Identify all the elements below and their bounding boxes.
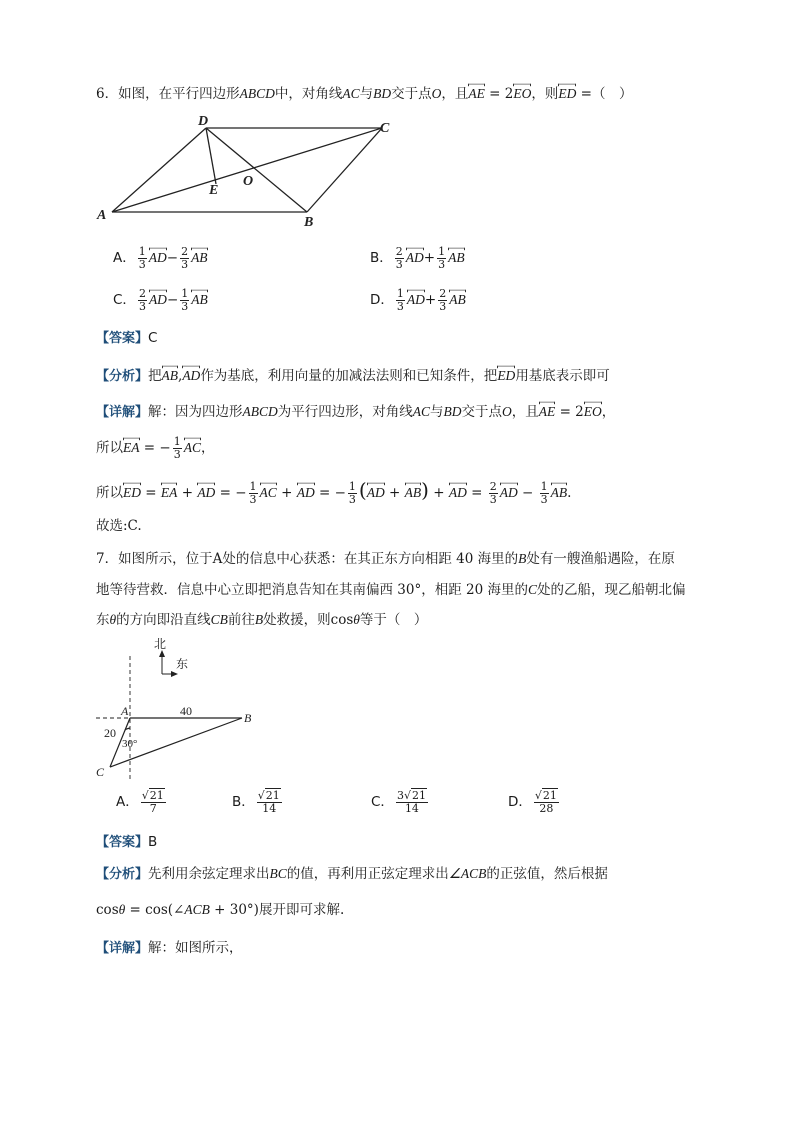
q6-stem: 6．如图，在平行四边形ABCD中，对角线AC与BD交于点O，且AE = 2EO，则ED =（ ） (96, 86, 633, 102)
q6-option-b[interactable]: B． $\frac{2}{3}$ AD+ $\frac{1}{3}$ AB (370, 245, 465, 271)
q6-number: 6． (96, 86, 119, 102)
q7-detail: 【详解】解：如图所示， (96, 940, 243, 956)
q7-option-a[interactable]: A． $\frac{√21}{7}$ (116, 789, 164, 815)
diagonal-bd (206, 128, 307, 212)
edge-ad (112, 128, 206, 212)
q6-detail-line2: 所以EA = − $\frac{1}{3}$ AC， (96, 435, 215, 461)
label-b: B (304, 215, 314, 230)
q7-analysis: 【分析】先利用余弦定理求出BC的值，再利用正弦定理求出∠ACB的正弦值，然后根据 (96, 866, 608, 882)
q7-option-b[interactable]: B． $\frac{√21}{14}$ (232, 789, 280, 815)
q6-option-d[interactable]: D． $\frac{1}{3}$ AD+ $\frac{2}{3}$ AB (370, 287, 466, 313)
length-ac: 20 (104, 726, 116, 740)
east-arrow-head (171, 671, 178, 677)
north-label: 北 (154, 637, 167, 651)
edge-cb (307, 128, 382, 212)
q6-detail-line1: 【详解】解：因为四边形ABCD为平行四边形，对角线AC与BD交于点O，且AE = 2EO， (96, 404, 616, 420)
q7-analysis-formula: cosθ = cos(∠ACB + 30°)展开即可求解. (96, 902, 345, 918)
length-ab: 40 (180, 704, 192, 718)
q6-answer: 【答案】C (96, 330, 158, 346)
navigation-figure (90, 632, 270, 784)
segment-de (206, 128, 216, 184)
parallelogram-figure (92, 112, 402, 230)
q7-option-d[interactable]: D． $\frac{√21}{28}$ (508, 789, 557, 815)
q7-stem-line2: 地等待营救．信息中心立即把消息告知在其南偏西 30°，相距 20 海里的C处的乙船，现乙船朝北偏 (96, 582, 686, 598)
q7-stem-line1: 7．如图所示，位于A处的信息中心获悉：在其正东方向相距 40 海里的B处有一艘渔船遇险，在原 (96, 551, 675, 567)
vector-eo: EO (513, 84, 531, 104)
label-o: O (243, 174, 254, 189)
label-b: B (244, 711, 252, 725)
north-arrow-head (159, 650, 165, 657)
q6-detail-line3: 所以ED = EA + AD = − $\frac{1}{3}$ AC + AD = − $\frac{1}{3}$ (AD + AB) + AD = $\frac{2}{3}$ AD − $\frac{1}{3}$ AB. (96, 478, 572, 506)
label-a: A (97, 208, 107, 223)
q6-conclusion: 故选:C. (96, 518, 142, 534)
vector-ae: AE (468, 84, 485, 104)
angle-label: 30° (122, 738, 138, 750)
label-d: D (198, 114, 209, 129)
label-c: C (96, 765, 105, 779)
q6-option-c[interactable]: C． $\frac{2}{3}$ AD− $\frac{1}{3}$ AB (113, 287, 208, 313)
q7-option-c[interactable]: C． $\frac{3√21}{14}$ (371, 789, 426, 815)
label-e: E (209, 183, 219, 198)
q6-analysis: 【分析】把AB,AD作为基底，利用向量的加减法法则和已知条件，把ED用基底表示即可 (96, 368, 610, 384)
q6-option-a[interactable]: A． $\frac{1}{3}$ AD− $\frac{2}{3}$ AB (113, 245, 208, 271)
vector-ed: ED (558, 84, 576, 104)
label-c: C (380, 121, 390, 136)
label-a: A (121, 704, 129, 718)
q7-answer: 【答案】B (96, 834, 158, 850)
diagonal-ac (112, 128, 382, 212)
q7-stem-line3: 东θ的方向即沿直线CB前往B处救援，则cosθ等于（ ） (96, 612, 428, 628)
east-label: 东 (176, 657, 189, 671)
